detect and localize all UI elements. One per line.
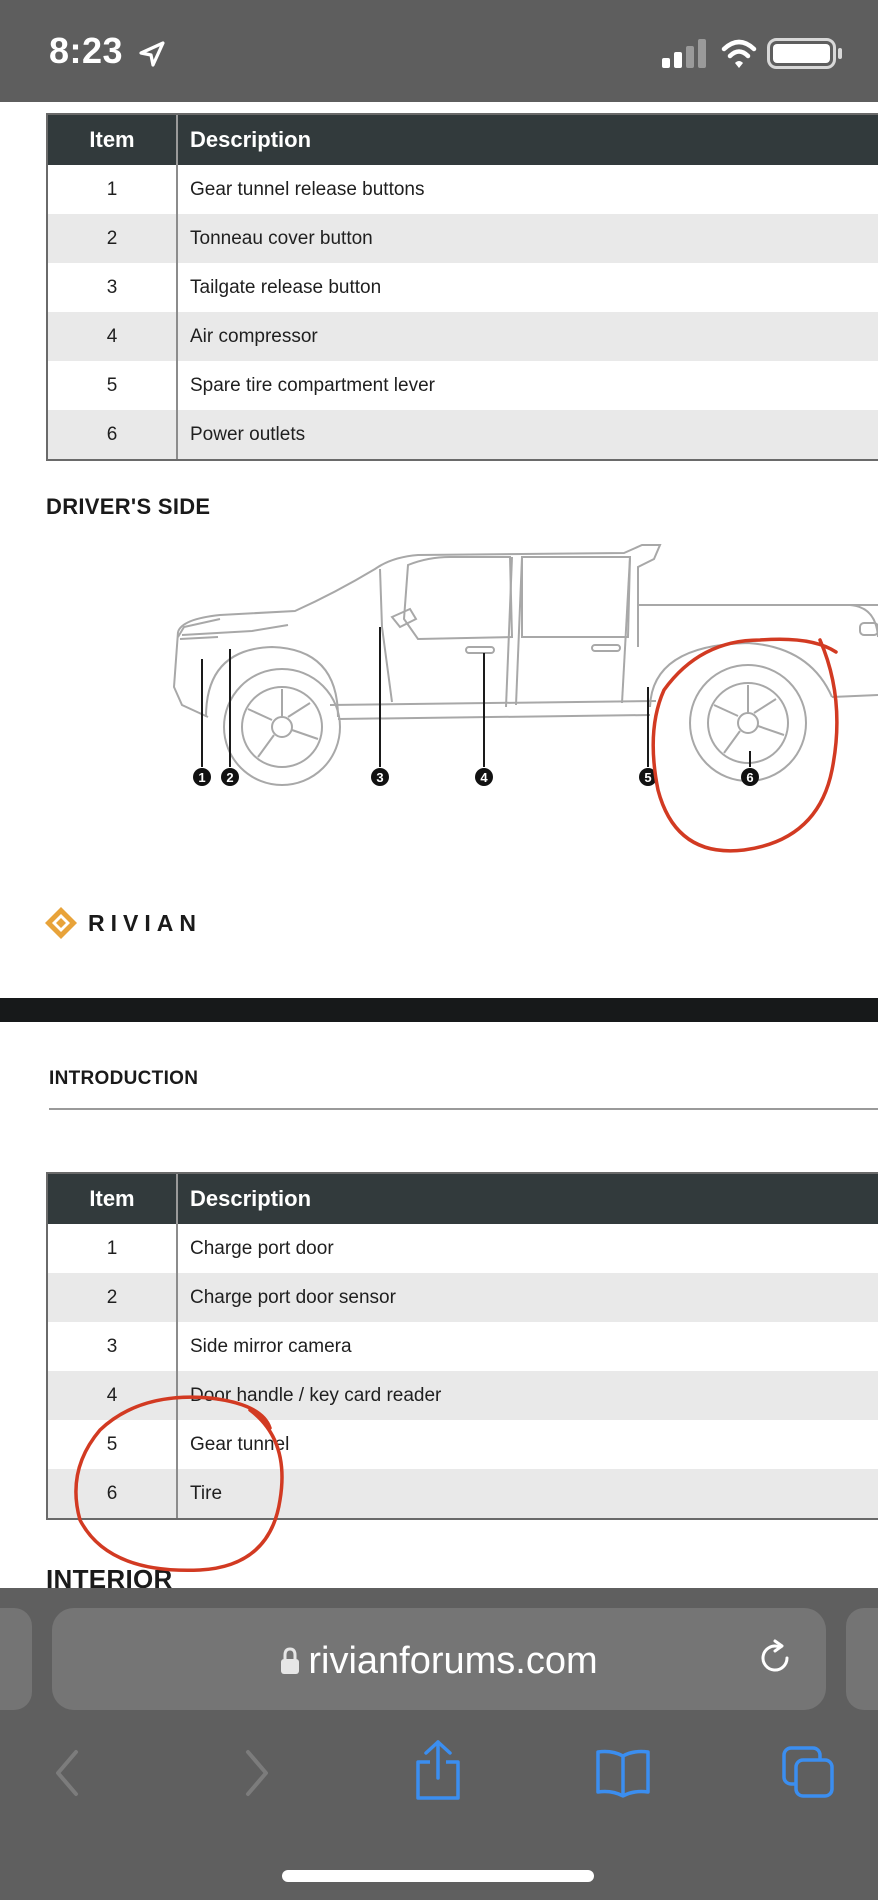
table-header: [48, 1174, 878, 1224]
status-icons: [662, 36, 848, 70]
table-row: [48, 1469, 878, 1518]
reload-icon[interactable]: [756, 1638, 796, 1678]
callout-badge: [639, 768, 657, 786]
row-item: 3: [48, 263, 178, 312]
row-item: 5: [48, 361, 178, 410]
row-item: 1: [48, 1224, 178, 1273]
callout-number: 3: [376, 770, 384, 785]
interior-heading: INTERIOR: [46, 1564, 173, 1588]
table-row: [48, 410, 878, 459]
header-item: Item: [48, 1174, 178, 1224]
tabs-icon[interactable]: [780, 1744, 836, 1800]
next-tab-peek[interactable]: [846, 1608, 878, 1710]
callout-badge: [475, 768, 493, 786]
table-row: [48, 1322, 878, 1371]
top-items-table: [46, 113, 878, 461]
table-row: [48, 1420, 878, 1469]
row-description: Charge port door sensor: [190, 1286, 396, 1308]
status-time: 8:23: [49, 30, 124, 71]
table-row: [48, 263, 878, 312]
status-bar: [0, 0, 878, 102]
row-item: 2: [48, 1273, 178, 1322]
table-row: [48, 1273, 878, 1322]
address-display: [52, 1640, 826, 1683]
document-page[interactable]: [0, 102, 878, 1588]
bottom-items-table: [46, 1172, 878, 1520]
drivers-side-heading: DRIVER'S SIDE: [46, 494, 211, 519]
url-text: rivianforums.com: [308, 1640, 598, 1682]
callout-badge: [221, 768, 239, 786]
cellular-signal-icon: [662, 39, 706, 68]
row-description: Charge port door: [190, 1237, 334, 1259]
row-item: 2: [48, 214, 178, 263]
row-description: Side mirror camera: [190, 1335, 352, 1357]
row-description: Gear tunnel release buttons: [190, 178, 425, 200]
table-row: [48, 361, 878, 410]
row-description: Tire: [190, 1482, 223, 1504]
browser-chrome: [0, 1588, 878, 1900]
introduction-rule: [49, 1108, 878, 1110]
table-row: [48, 1371, 878, 1420]
row-item: 4: [48, 312, 178, 361]
battery-icon: [769, 40, 843, 68]
header-description: Description: [190, 127, 312, 152]
forward-icon[interactable]: [238, 1748, 274, 1798]
table-header: [48, 115, 878, 165]
row-description: Tonneau cover button: [190, 227, 373, 249]
callout-badge: [741, 768, 759, 786]
back-icon[interactable]: [50, 1748, 86, 1798]
callout-badge: [193, 768, 211, 786]
table-row: [48, 165, 878, 214]
location-arrow-icon: [138, 40, 166, 68]
share-icon[interactable]: [412, 1738, 464, 1802]
row-item: 1: [48, 165, 178, 214]
lock-icon: [280, 1647, 300, 1675]
callout-badge: [371, 768, 389, 786]
address-bar[interactable]: [52, 1608, 826, 1710]
row-item: 5: [48, 1420, 178, 1469]
table-row: [48, 214, 878, 263]
row-description: Power outlets: [190, 423, 306, 445]
callout-number: 5: [644, 770, 652, 785]
callout-number: 1: [198, 770, 206, 785]
previous-tab-peek[interactable]: [0, 1608, 32, 1710]
introduction-label: INTRODUCTION: [49, 1068, 199, 1089]
home-indicator[interactable]: [282, 1870, 594, 1882]
bookmarks-icon[interactable]: [594, 1748, 652, 1798]
row-description: Spare tire compartment lever: [190, 374, 435, 396]
row-item: 3: [48, 1322, 178, 1371]
row-description: Gear tunnel: [190, 1433, 290, 1455]
wifi-icon: [724, 42, 754, 68]
row-item: 4: [48, 1371, 178, 1420]
header-description: Description: [190, 1186, 312, 1211]
rivian-compass-icon: [44, 906, 78, 940]
table-row: [48, 312, 878, 361]
rivian-logo: [44, 906, 202, 940]
row-item: 6: [48, 1469, 178, 1518]
row-description: Door handle / key card reader: [190, 1384, 442, 1406]
row-item: 6: [48, 410, 178, 459]
callout-number: 4: [480, 770, 488, 785]
row-description: Tailgate release button: [190, 276, 382, 298]
callout-number: 6: [746, 770, 754, 785]
page-break-divider: [0, 998, 878, 1022]
row-description: Air compressor: [190, 325, 318, 347]
logo-wordmark: RIVIAN: [88, 909, 202, 936]
callout-number: 2: [226, 770, 234, 785]
truck-side-diagram: [160, 527, 878, 827]
table-row: [48, 1224, 878, 1273]
header-item: Item: [48, 115, 178, 165]
